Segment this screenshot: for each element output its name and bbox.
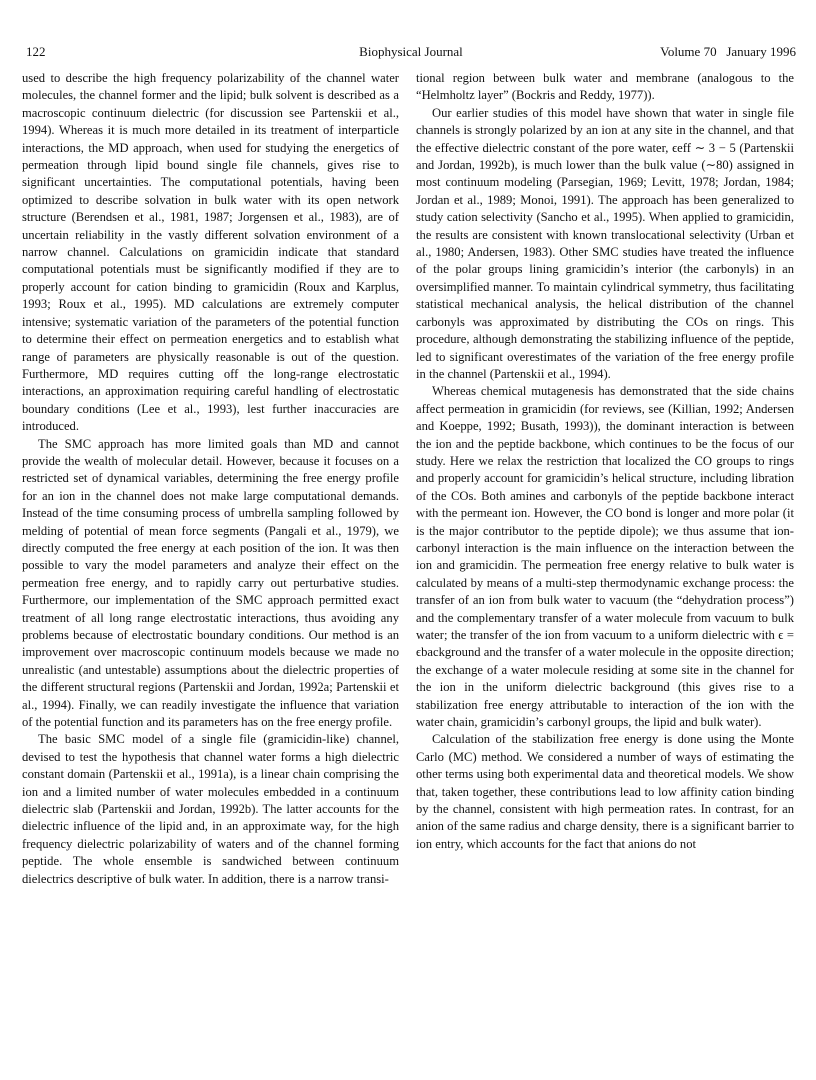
running-header [26, 44, 796, 62]
journal-title: Biophysical Journal [359, 44, 463, 59]
right-column [416, 70, 794, 853]
page-number: 122 [26, 44, 46, 59]
issue-info: Volume 70 January 1996 [660, 44, 796, 59]
left-column [22, 70, 399, 888]
paragraph: Whereas chemical mutagenesis has demonstrated that the side chains affect permeation in gramicidin (for reviews, see (Killian, 1992; Andersen and Koeppe, 1992; Busath, 1993)), the dominant interaction is between the ion and the peptide backbone, which continues to be the focus of our study. Here we relax the restriction that localized the CO groups to rings and properly account for gramicidin’s helical structure, including libration of the COs. Both amines and carbonyls of the peptide backbone interact with the permeant ion. However, the CO bond is longer and more polar (it is the major contributor to the peptide dipole); we thus assume that ion-carbonyl interaction is the main influence on the interaction between the ion and gramicidin. The permeation free energy relative to bulk water is calculated by means of a multi-step thermodynamic exchange process: the transfer of an ion from bulk water to vacuum (the “dehydration process”) and the complementary transfer of a water molecule from vacuum to bulk water; the transfer of the ion from vacuum to a uniform dielectric with ϵ = ϵbackground and the transfer of a water molecule in the opposite direction; the exchange of a water molecule residing at some site in the channel for the ion in the uniform dielectric background (this gives rise to a stabilization free energy attributable to interaction of the ion with the water chain, gramicidin’s carbonyl groups, the lipid and bulk water). [416, 384, 794, 730]
paragraph: tional region between bulk water and membrane (analogous to the “Helmholtz layer” (Bockris and Reddy, 1977)). [416, 71, 794, 103]
paragraph: Calculation of the stabilization free energy is done using the Monte Carlo (MC) method. We considered a number of ways of estimating the other terms using both experimental data and theoretical models. We show that, taken together, these contributions lead to low affinity cation binding by the channel, consistent with high permeation rates. In contrast, for an anion of the same radius and charge density, there is a significant barrier to ion entry, which accounts for the fact that anions do not [416, 732, 794, 851]
paragraph: Our earlier studies of this model have shown that water in single file channels is strongly polarized by an ion at any site in the channel, and that the effective dielectric constant of the pore water, ϵeff ∼ 3 − 5 (Partenskii and Jordan, 1992b), is much lower than the bulk value (∼80) assigned in most continuum modeling (Parsegian, 1969; Levitt, 1978; Jordan, 1984; Jordan et al., 1989; Monoi, 1991). The approach has been generalized to study cation selectivity (Sancho et al., 1995). When applied to gramicidin, the results are consistent with known translocational selectivity (Urban et al., 1980; Andersen, 1983). Other SMC studies have treated the influence of the polar groups lining gramicidin’s interior (the carbonyls) in an oversimplified manner. To maintain cylindrical symmetry, thus facilitating statistical mechanical analysis, the helical distribution of the channel carbonyls was approximated by distributing the COs on rings. This procedure, although demonstrating the stabilizing influence of the peptide, led to significant overestimates of the variation of the free energy profile in the channel (Partenskii et al., 1994). [416, 105, 794, 381]
paragraph: The basic SMC model of a single file (gramicidin-like) channel, devised to test the hypothesis that channel water forms a high dielectric constant domain (Partenskii et al., 1991a), is a linear chain comprising the ion and a limited number of water molecules embedded in a continuum dielectric slab (Partenskii and Jordan, 1992b). The latter accounts for the dielectric influence of the lipid and, in an approximate way, for the high frequency dielectric polarizability of waters and of the channel forming peptide. The whole ensemble is sandwiched between continuum dielectrics descriptive of bulk water. In addition, there is a narrow transi- [22, 732, 399, 886]
paragraph: used to describe the high frequency polarizability of the channel water molecules, the channel former and the lipid; bulk solvent is described as a macroscopic continuum dielectric (for discussion see Partenskii et al., 1994). Whereas it is much more detailed in its treatment of interparticle interactions, the MD approach, when used for studying the energetics of permeation through lipid bound single file channels, gives rise to significant uncertainties. The computational potentials, having been optimized to describe solvation in bulk water with its open network structure (Berendsen et al., 1981, 1987; Jorgensen et al., 1983), are of uncertain reliability in the vastly different solvation environment of a narrow channel. Calculations on gramicidin indicate that standard computational potentials must be significantly modified if they are to properly account for cation binding to gramicidin (Roux and Karplus, 1993; Roux et al., 1995). MD calculations are extremely computer intensive; systematic variation of the parameters of the potential function to determine their effect on permeation energetics and to establish what range of parameters are physically reasonable is out of the question. Furthermore, MD requires cutting off the long-range electrostatic interactions, an approximation requiring careful handling of electrostatic boundary conditions (Lee et al., 1993), lest further inaccuracies are introduced. [22, 71, 399, 434]
paragraph: The SMC approach has more limited goals than MD and cannot provide the wealth of molecular detail. However, because it focuses on a restricted set of dynamical variables, determining the free energy profile for an ion in the channel does not make large computational demands. Instead of the time consuming process of umbrella sampling followed by melding of potential of mean force segments (Pangali et al., 1979), we directly computed the free energy at each position of the ion. It was then possible to vary the model parameters and analyze their effect on the permeation free energy, and to rapidly carry out perturbative studies. Furthermore, our implementation of the SMC approach permitted exact treatment of all long range electrostatic interactions, thus avoiding any problems because of electrostatic boundary conditions. Our method is an improvement over macroscopic continuum models because we made no unrealistic (and untestable) assumptions about the dielectric properties of the different structural regions (Partenskii and Jordan, 1992a; Partenskii et al., 1994). Finally, we can readily investigate the influence that variation of the potential function and its parameters has on the free energy profile. [22, 436, 399, 730]
